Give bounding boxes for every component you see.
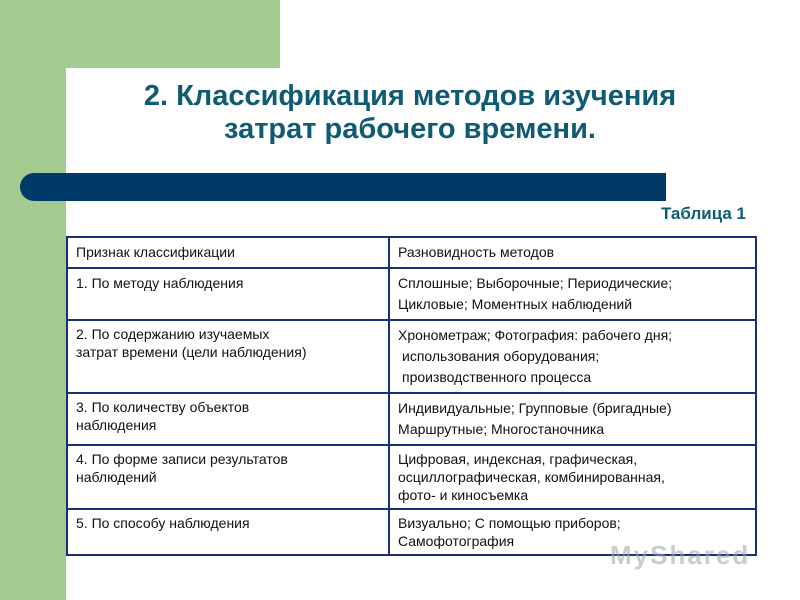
methods-cell xyxy=(389,268,756,320)
methods-line: Цифровая, индексная, графическая, xyxy=(398,451,638,467)
criterion-cell xyxy=(67,268,389,320)
methods-line: Сплошные; Выборочные; Периодические; xyxy=(398,275,673,291)
criterion-line: 3. По количеству объектов xyxy=(76,399,250,415)
criterion-line: наблюдений xyxy=(76,469,157,485)
methods-line: Индивидуальные; Групповые (бригадные) xyxy=(398,400,672,416)
methods-line: осциллографическая, комбинированная, xyxy=(398,469,665,485)
table-header-row xyxy=(67,237,756,268)
criterion-cell xyxy=(67,509,389,555)
methods-line: Маршрутные; Многостаночника xyxy=(398,421,605,437)
classification-table xyxy=(66,236,757,556)
header-criterion: Признак классификации xyxy=(67,237,389,268)
slide-title xyxy=(90,80,730,146)
methods-cell xyxy=(389,320,756,393)
table-row xyxy=(67,393,756,445)
methods-cell xyxy=(389,393,756,445)
criterion-cell xyxy=(67,393,389,445)
table-row xyxy=(67,320,756,393)
criterion-cell xyxy=(67,320,389,393)
criterion-cell xyxy=(67,445,389,509)
methods-line: Самофотография xyxy=(398,533,515,549)
methods-line: фото- и киносъемка xyxy=(398,487,529,503)
methods-line: Цикловые; Моментных наблюдений xyxy=(398,296,633,312)
criterion-line: наблюдения xyxy=(76,417,157,433)
title-line-1: 2. Классификация методов изучения xyxy=(143,80,677,112)
side-green-band xyxy=(0,0,66,600)
criterion-line: 5. По способу наблюдения xyxy=(76,515,250,531)
title-line-2: затрат рабочего времени. xyxy=(224,113,596,145)
criterion-line: 4. По форме записи результатов xyxy=(76,451,288,467)
table-row xyxy=(67,268,756,320)
top-green-band xyxy=(66,0,280,68)
criterion-line: 1. По методу наблюдения xyxy=(76,275,244,291)
accent-bar xyxy=(20,173,666,201)
methods-line: Визуально; С помощью приборов; xyxy=(398,515,621,531)
methods-cell xyxy=(389,445,756,509)
methods-line: использования оборудования; xyxy=(402,348,600,364)
methods-line: Хронометраж; Фотография: рабочего дня; xyxy=(398,327,673,343)
criterion-line: затрат времени (цели наблюдения) xyxy=(76,344,307,360)
table-label: Таблица 1 xyxy=(660,204,746,223)
criterion-line: 2. По содержанию изучаемых xyxy=(76,326,270,342)
header-methods: Разновидность методов xyxy=(389,237,756,268)
methods-line: производственного процесса xyxy=(402,369,592,385)
table-row xyxy=(67,445,756,509)
watermark-logo: MyShared xyxy=(610,540,751,570)
